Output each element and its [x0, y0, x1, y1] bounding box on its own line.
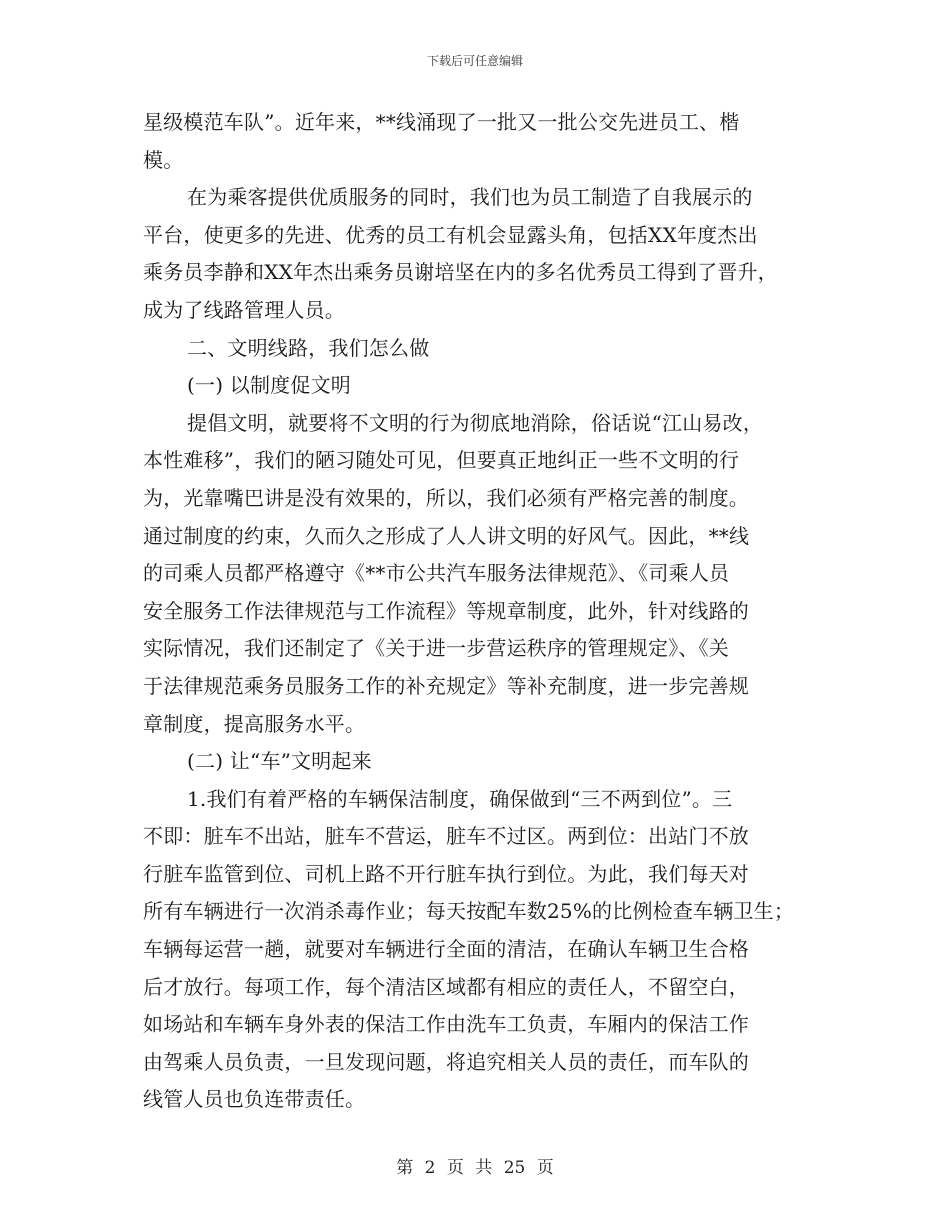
text-line: 平台，使更多的先进、优秀的员工有机会显露头角，包括XX年度杰出	[143, 222, 758, 247]
text-line: 的司乘人员都严格遵守《**市公共汽车服务法律规范》、《司乘人员	[143, 561, 730, 586]
text-line: 在为乘客提供优质服务的同时，我们也为员工制造了自我展示的	[187, 185, 753, 210]
text-line: 模。	[143, 147, 184, 172]
text-line: 章制度，提高服务水平。	[143, 711, 366, 736]
text-line: 1.我们有着严格的车辆保洁制度，确保做到“三不两到位”。三	[187, 786, 733, 811]
document-body	[143, 104, 833, 1119]
text-line: 由驾乘人员负责，一旦发现问题，将追究相关人员的责任，而车队的	[143, 1049, 749, 1074]
text-line: 于法律规范乘务员服务工作的补充规定》等补充制度，进一步完善规	[143, 673, 749, 698]
text-line: 后才放行。每项工作，每个清洁区域都有相应的责任人，不留空白，	[143, 974, 749, 999]
text-line: 如场站和车辆车身外表的保洁工作由洗车工负责，车厢内的保洁工作	[143, 1012, 749, 1037]
text-line: 实际情况，我们还制定了《关于进一步营运秩序的管理规定》、《关	[143, 636, 729, 661]
text-line: 乘务员李静和XX年杰出乘务员谢培坚在内的多名优秀员工得到了晋升，	[143, 260, 778, 285]
text-line: 提倡文明，就要将不文明的行为彻底地消除，俗话说“江山易改，	[187, 410, 764, 435]
text-line: 车辆每运营一趟，就要对车辆进行全面的清洁，在确认车辆卫生合格	[143, 937, 749, 962]
text-line: 通过制度的约束，久而久之形成了人人讲文明的好风气。因此，**线	[143, 523, 750, 548]
text-line: 行脏车监管到位、司机上路不开行脏车执行到位。为此，我们每天对	[143, 861, 749, 886]
text-line: 成为了线路管理人员。	[143, 297, 345, 322]
text-line: 所有车辆进行一次消杀毒作业；每天按配车数25%的比例检查车辆卫生；	[143, 899, 795, 924]
text-line: 不即：脏车不出站，脏车不营运，脏车不过区。两到位：出站门不放	[143, 824, 749, 849]
text-line: 为，光靠嘴巴讲是没有效果的，所以，我们必须有严格完善的制度。	[143, 485, 749, 510]
text-line: 线管人员也负连带责任。	[143, 1087, 366, 1112]
section-heading: 二、文明线路，我们怎么做	[187, 335, 430, 360]
subsection-heading: (二) 让“车”文明起来	[187, 749, 372, 774]
page-number: 第 2 页 共 25 页	[396, 1158, 554, 1178]
page-header: 下载后可任意编辑	[426, 54, 523, 68]
text-line: 安全服务工作法律规范与工作流程》等规章制度，此外，针对线路的	[143, 598, 749, 623]
text-line: 星级模范车队”。近年来，**线涌现了一批又一批公交先进员工、楷	[143, 110, 740, 134]
text-line: 本性难移”，我们的陋习随处可见，但要真正地纠正一些不文明的行	[143, 448, 740, 473]
subsection-heading: (一) 以制度促文明	[187, 373, 351, 398]
